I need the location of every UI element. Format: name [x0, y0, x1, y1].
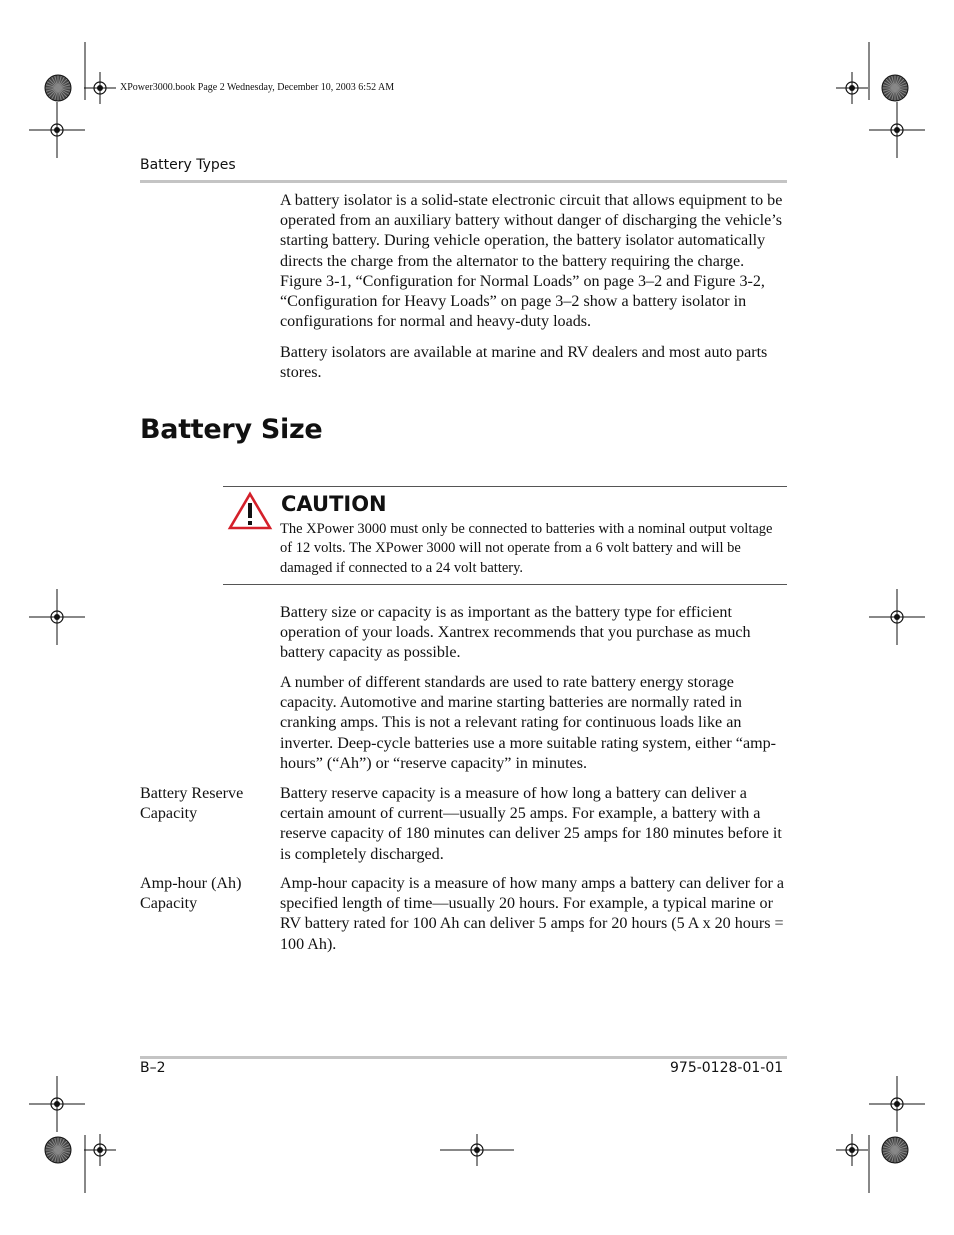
- printer-slug: XPower3000.book Page 2 Wednesday, December 10, 2003 6:52 AM: [120, 82, 395, 93]
- paragraph-text: Battery isolators are available at marine and RV dealers and most auto parts stores.: [280, 344, 768, 382]
- page-number: B–2: [140, 1060, 166, 1076]
- caution-heading: CAUTION: [281, 492, 387, 516]
- footer-rule: [140, 1056, 787, 1059]
- intro-paragraph-1: [280, 191, 788, 332]
- warning-triangle-icon: [227, 491, 273, 531]
- paragraph-text: Battery size or capacity is as important as the battery type for efficient operation of your loads. Xantrex recommends that you purchase as much battery capacity as possible.: [280, 604, 751, 662]
- section-title: Battery Size: [140, 414, 323, 445]
- side-head-reserve: Battery Reserve Capacity: [140, 785, 244, 823]
- caution-text: The XPower 3000 must only be connected to batteries with a nominal output voltage of 12 volts. The XPower 3000 will not operate from a 6 volt battery and will be damaged if connected to a 24 volt battery.: [280, 521, 773, 576]
- paragraph-text: A battery isolator is a solid-state electronic circuit that allows equipment to be operated from an auxiliary battery without danger of discharging the vehicle’s starting battery. During vehicle operation, the battery isolator automatically directs the charge from the alternator to the battery requiring the charge. Figure 3-1, “Configuration for Normal Loads” on page 3–2 and Figure 3-2, “Configuration for Heavy Loads” on page 3–2 show a battery isolator in configurations for normal and heavy-duty loads.: [280, 192, 783, 331]
- document-number: 975-0128-01-01: [670, 1060, 784, 1076]
- color-target-icon: [880, 73, 910, 103]
- color-target-icon: [43, 1135, 73, 1165]
- intro-paragraph-2: [280, 343, 788, 383]
- side-head-amphour: Amp-hour (Ah) Capacity: [140, 875, 242, 913]
- caution-top-rule: [223, 486, 787, 487]
- color-target-icon: [43, 73, 73, 103]
- section-paragraph-2: [280, 673, 788, 774]
- paragraph-text: A number of different standards are used to rate battery energy storage capacity. Automotive and marine starting batteries are normally rated in cranking amps. This is not a relevant rating for continuous loads like an inverter. Deep-cycle batteries use a more suitable rating system, either “amp-hours” (“Ah”) or “reserve capacity” in minutes.: [280, 674, 777, 772]
- header-rule: [140, 180, 787, 183]
- caution-bottom-rule: [223, 584, 787, 585]
- running-head: Battery Types: [140, 157, 236, 173]
- paragraph-text: Battery reserve capacity is a measure of how long a battery can deliver a certain amount of current—usually 25 amps. For example, a battery with a reserve capacity of 180 minutes can deliver 25 amps for 180 minutes before it is completely discharged.: [280, 785, 782, 863]
- paragraph-text: Amp-hour capacity is a measure of how many amps a battery can deliver for a specified length of time—usually 20 hours. For example, a typical marine or RV battery rated for 100 Ah can deliver 5 amps for 20 hours (5 A x 20 hours = 100 Ah).: [280, 875, 785, 953]
- section-paragraph-1: [280, 603, 788, 664]
- color-target-icon: [880, 1135, 910, 1165]
- amphour-capacity-paragraph: [280, 874, 788, 955]
- reserve-capacity-paragraph: [280, 784, 788, 865]
